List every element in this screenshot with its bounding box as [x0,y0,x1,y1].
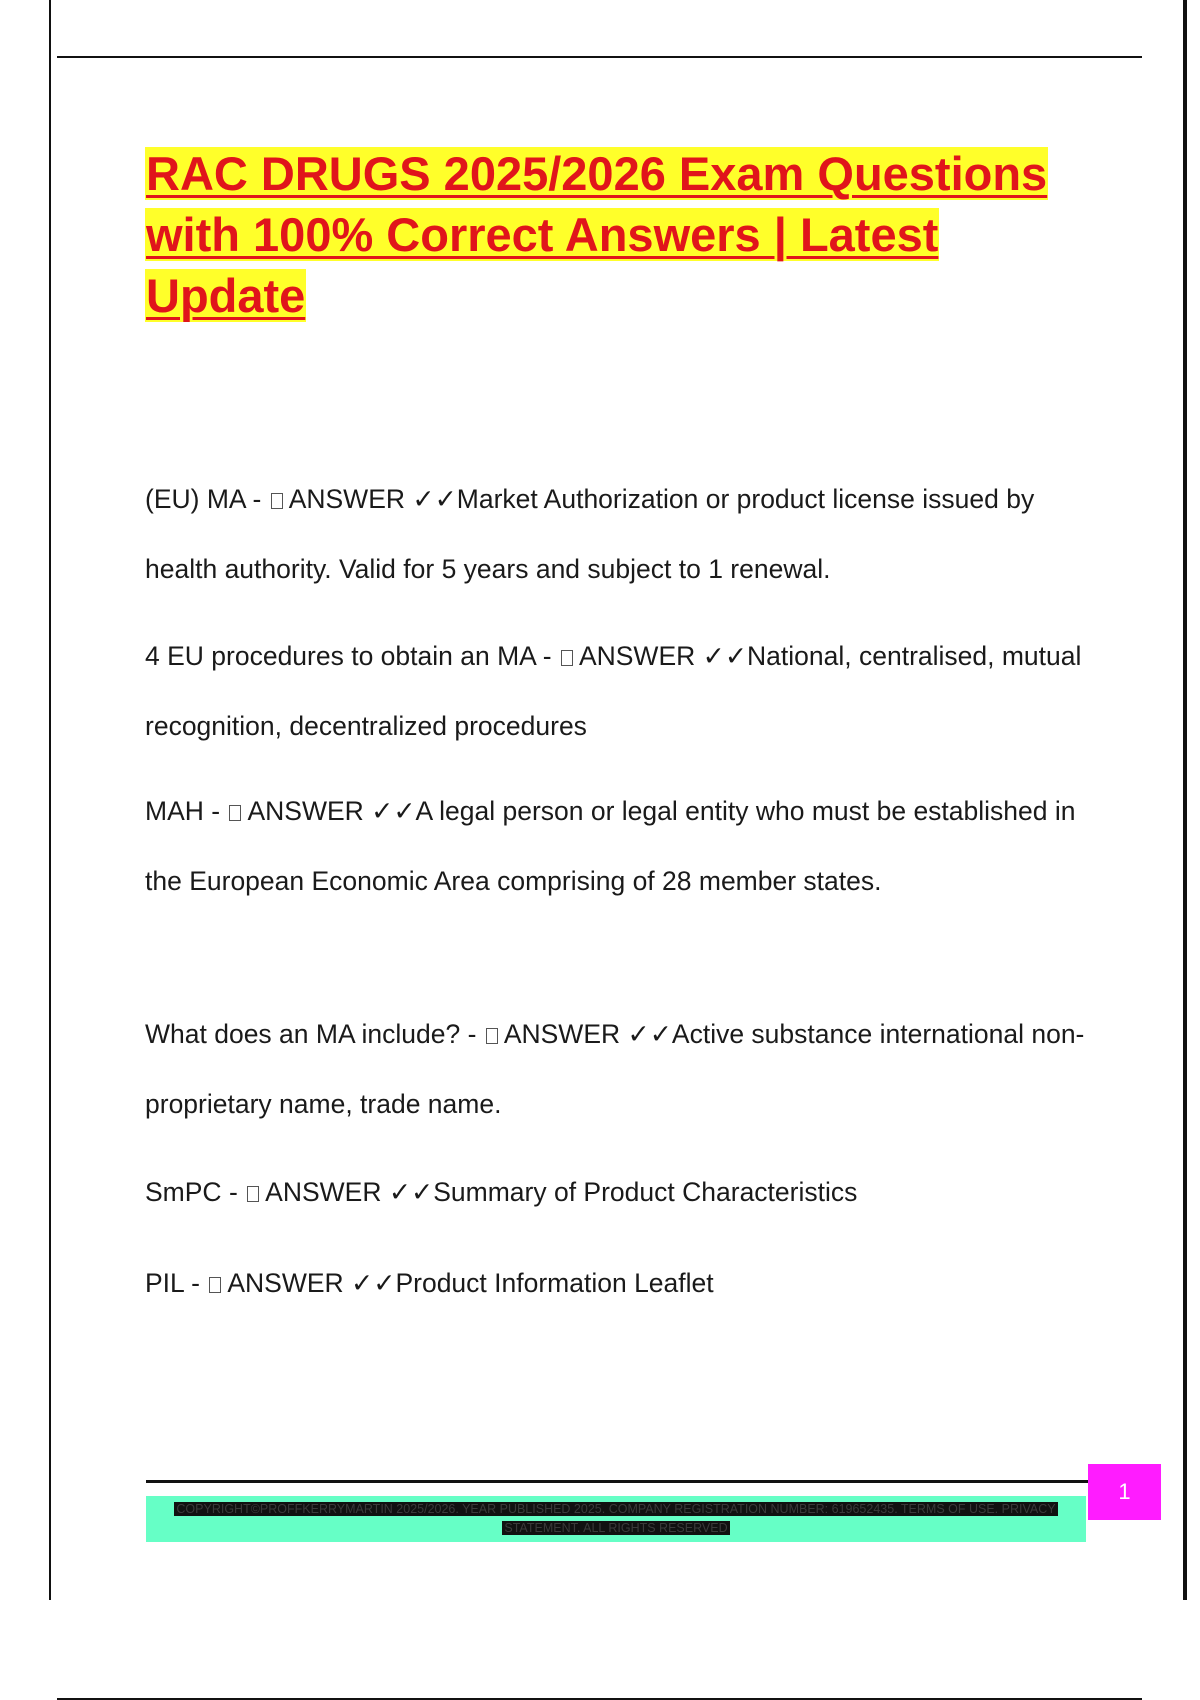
missing-glyph-icon [271,493,283,509]
missing-glyph-icon [561,650,573,666]
question-text: SmPC [145,1177,222,1207]
qa-item-ma-include: What does an MA include? - ANSWER ✓✓Active substance international non-proprietary name, trade name. [145,1019,1085,1119]
copyright-footer [146,1496,1086,1542]
question-text: 4 EU procedures to obtain an MA [145,641,536,671]
footer-rule [146,1480,1088,1483]
missing-glyph-icon [486,1028,498,1044]
qa-item-pil: PIL - ANSWER ✓✓Product Information Leaflet [145,1268,714,1298]
answer-marker: ANSWER ✓✓ [265,1177,434,1207]
qa-item-smpc: SmPC - ANSWER ✓✓Summary of Product Characteristics [145,1177,858,1207]
question-text: MAH [145,796,204,826]
document-title [145,143,1105,326]
document-title-text: RAC DRUGS 2025/2026 Exam Questions with 100% Correct Answers | Latest Update [146,147,1048,322]
answer-text: A legal person or legal entity who must be established in the European Economic Area comprising of 28 member states. [145,796,1076,896]
answer-text: Active substance international non-proprietary name, trade name. [145,1019,1085,1119]
answer-text: Product Information Leaflet [395,1268,714,1298]
qa-item-mah: MAH - ANSWER ✓✓A legal person or legal entity who must be established in the European Economic Area comprising of 28 member states. [145,796,1076,896]
answer-marker: ANSWER ✓✓ [288,484,457,514]
qa-item-eu-ma: (EU) MA - ANSWER ✓✓Market Authorization or product license issued by health authority. Valid for 5 years and subject to 1 renewal. [145,484,1035,584]
question-text: What does an MA include? [145,1019,461,1049]
question-text: (EU) MA [145,484,246,514]
missing-glyph-icon [209,1277,221,1293]
answer-marker: ANSWER ✓✓ [503,1019,672,1049]
answer-text: Market Authorization or product license issued by health authority. Valid for 5 years and subject to 1 renewal. [145,484,1035,584]
question-text: PIL [145,1268,184,1298]
answer-text: National, centralised, mutual recognition, decentralized procedures [145,641,1082,741]
copyright-text: COPYRIGHT©PROFFKERRYMARTIN 2025/2026. YEAR PUBLISHED 2025. COMPANY REGISTRATION NUMBER: 619652435. TERMS OF USE. PRIVACY STATEMENT. ALL RIGHTS RESERVED [176,1502,1056,1535]
header-rule [57,56,1142,58]
page-right-border [1183,0,1187,1600]
qa-item-eu-procedures: 4 EU procedures to obtain an MA - ANSWER ✓✓National, centralised, mutual recognition, decentralized procedures [145,641,1082,741]
page-left-border [49,0,51,1600]
answer-marker: ANSWER ✓✓ [227,1268,396,1298]
answer-text: Summary of Product Characteristics [433,1177,858,1207]
page-number-badge: 1 [1088,1464,1161,1520]
answer-marker: ANSWER ✓✓ [578,641,748,671]
missing-glyph-icon [247,1186,259,1202]
answer-marker: ANSWER ✓✓ [247,796,416,826]
missing-glyph-icon [229,805,241,821]
